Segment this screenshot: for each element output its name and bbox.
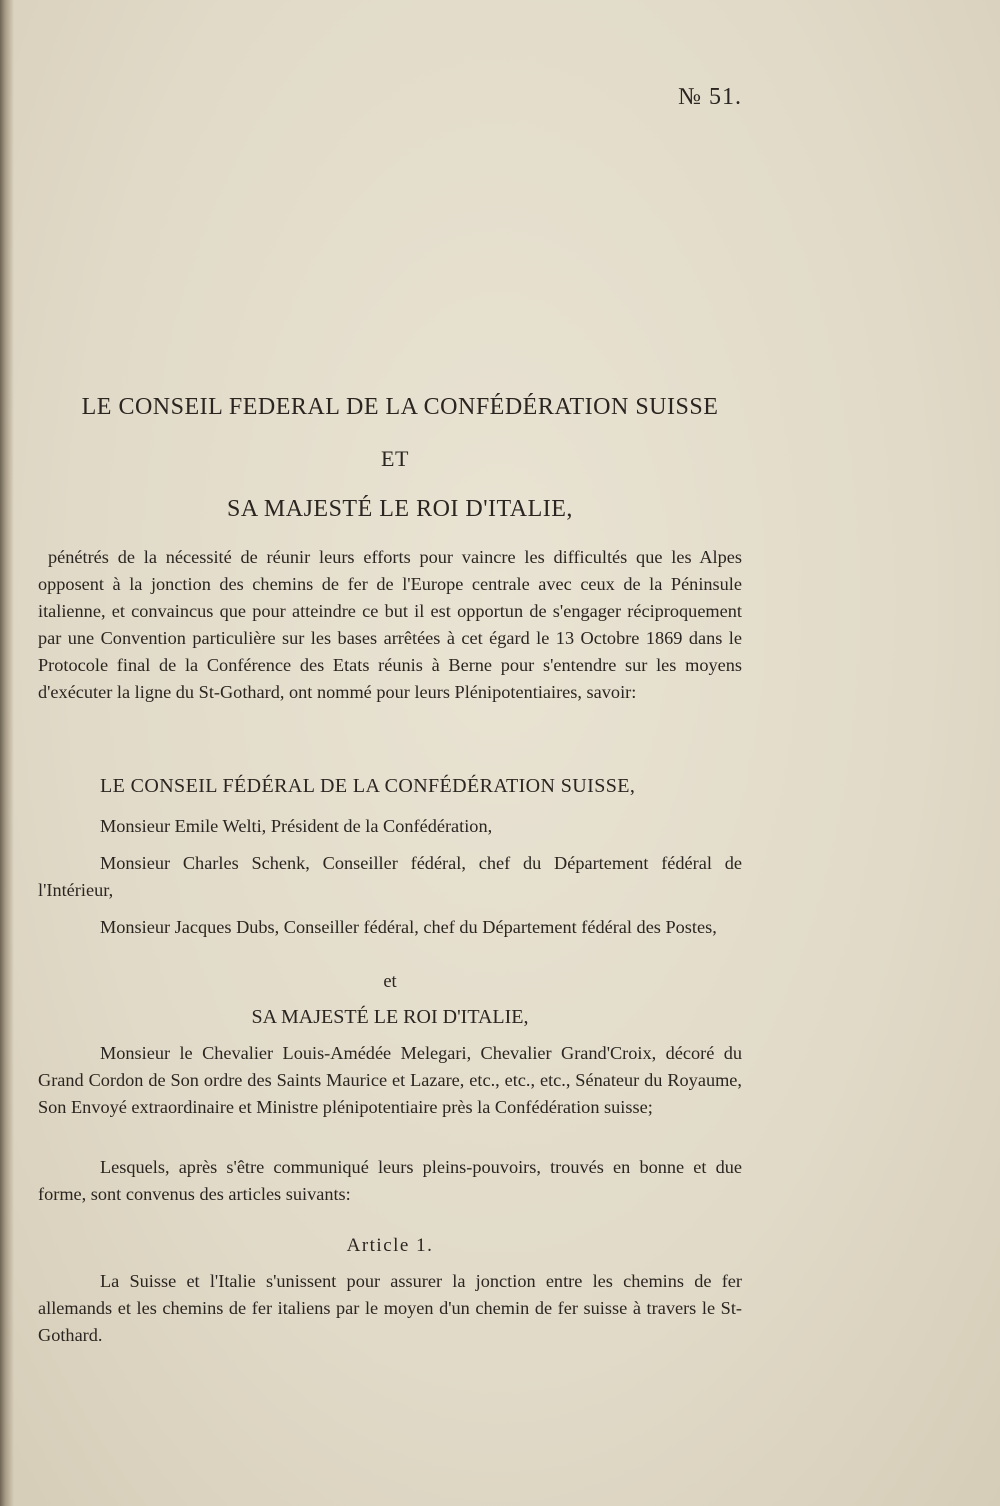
article-text: La Suisse et l'Italie s'unissent pour assurer la jonction entre les chemins de fer allemands et les chemins de fer italiens par le moyen d'un chemin de fer suisse à travers le St-Gothard. xyxy=(38,1271,742,1345)
delegate-dubs: Monsieur Jacques Dubs, Conseiller fédéral, chef du Département fédéral des Postes, xyxy=(100,917,717,937)
italian-party-title: SA MAJESTÉ LE ROI D'ITALIE, xyxy=(251,1006,529,1028)
heading-conseil: LE CONSEIL FEDERAL DE LA CONFÉDÉRATION SUISSE xyxy=(81,394,719,420)
page-number: № 51. xyxy=(678,84,742,110)
page-edge-shadow xyxy=(0,0,14,1506)
lesquels-paragraph: Lesquels, après s'être communiqué leurs pleins-pouvoirs, trouvés en bonne et due forme, sont convenus des articles suivants: xyxy=(38,1157,742,1204)
delegate-welti: Monsieur Emile Welti, Président de la Confédération, xyxy=(100,816,493,836)
delegate-schenk: Monsieur Charles Schenk, Conseiller fédéral, chef du Département fédéral de l'Intérieur, xyxy=(38,853,742,900)
delegate-melegari: Monsieur le Chevalier Louis-Amédée Melegari, Chevalier Grand'Croix, décoré du Grand Cordon de Son ordre des Saints Maurice et Lazare, etc., etc., etc., Sénateur du Royaume, Son Envoyé extraordinaire et Ministre plénipotentiaire près la Confédération suisse; xyxy=(38,1043,742,1117)
heading-majeste: SA MAJESTÉ LE ROI D'ITALIE, xyxy=(227,496,573,522)
article-title: Article 1. xyxy=(346,1235,434,1256)
preamble-paragraph: pénétrés de la nécessité de réunir leurs efforts pour vaincre les difficultés que les Alpes opposent à la jonction des chemins de fer de l'Europe centrale avec ceux de la Péninsule italienne, et convaincus que pour atteindre ce but il est opportun de s'engager réciproquement par une Convention particulière sur les bases arrêtées à cet égard le 13 Octobre 1869 dans le Protocole final de la Conférence des Etats réunis à Berne pour s'entendre sur les moyens d'exécuter la ligne du St-Gothard, ont nommé pour leurs Plénipotentiaires, savoir: xyxy=(38,547,742,702)
conjunction-et: et xyxy=(383,972,397,992)
swiss-party-title: LE CONSEIL FÉDÉRAL DE LA CONFÉDÉRATION SUISSE, xyxy=(100,775,636,797)
heading-et: ET xyxy=(381,446,409,471)
